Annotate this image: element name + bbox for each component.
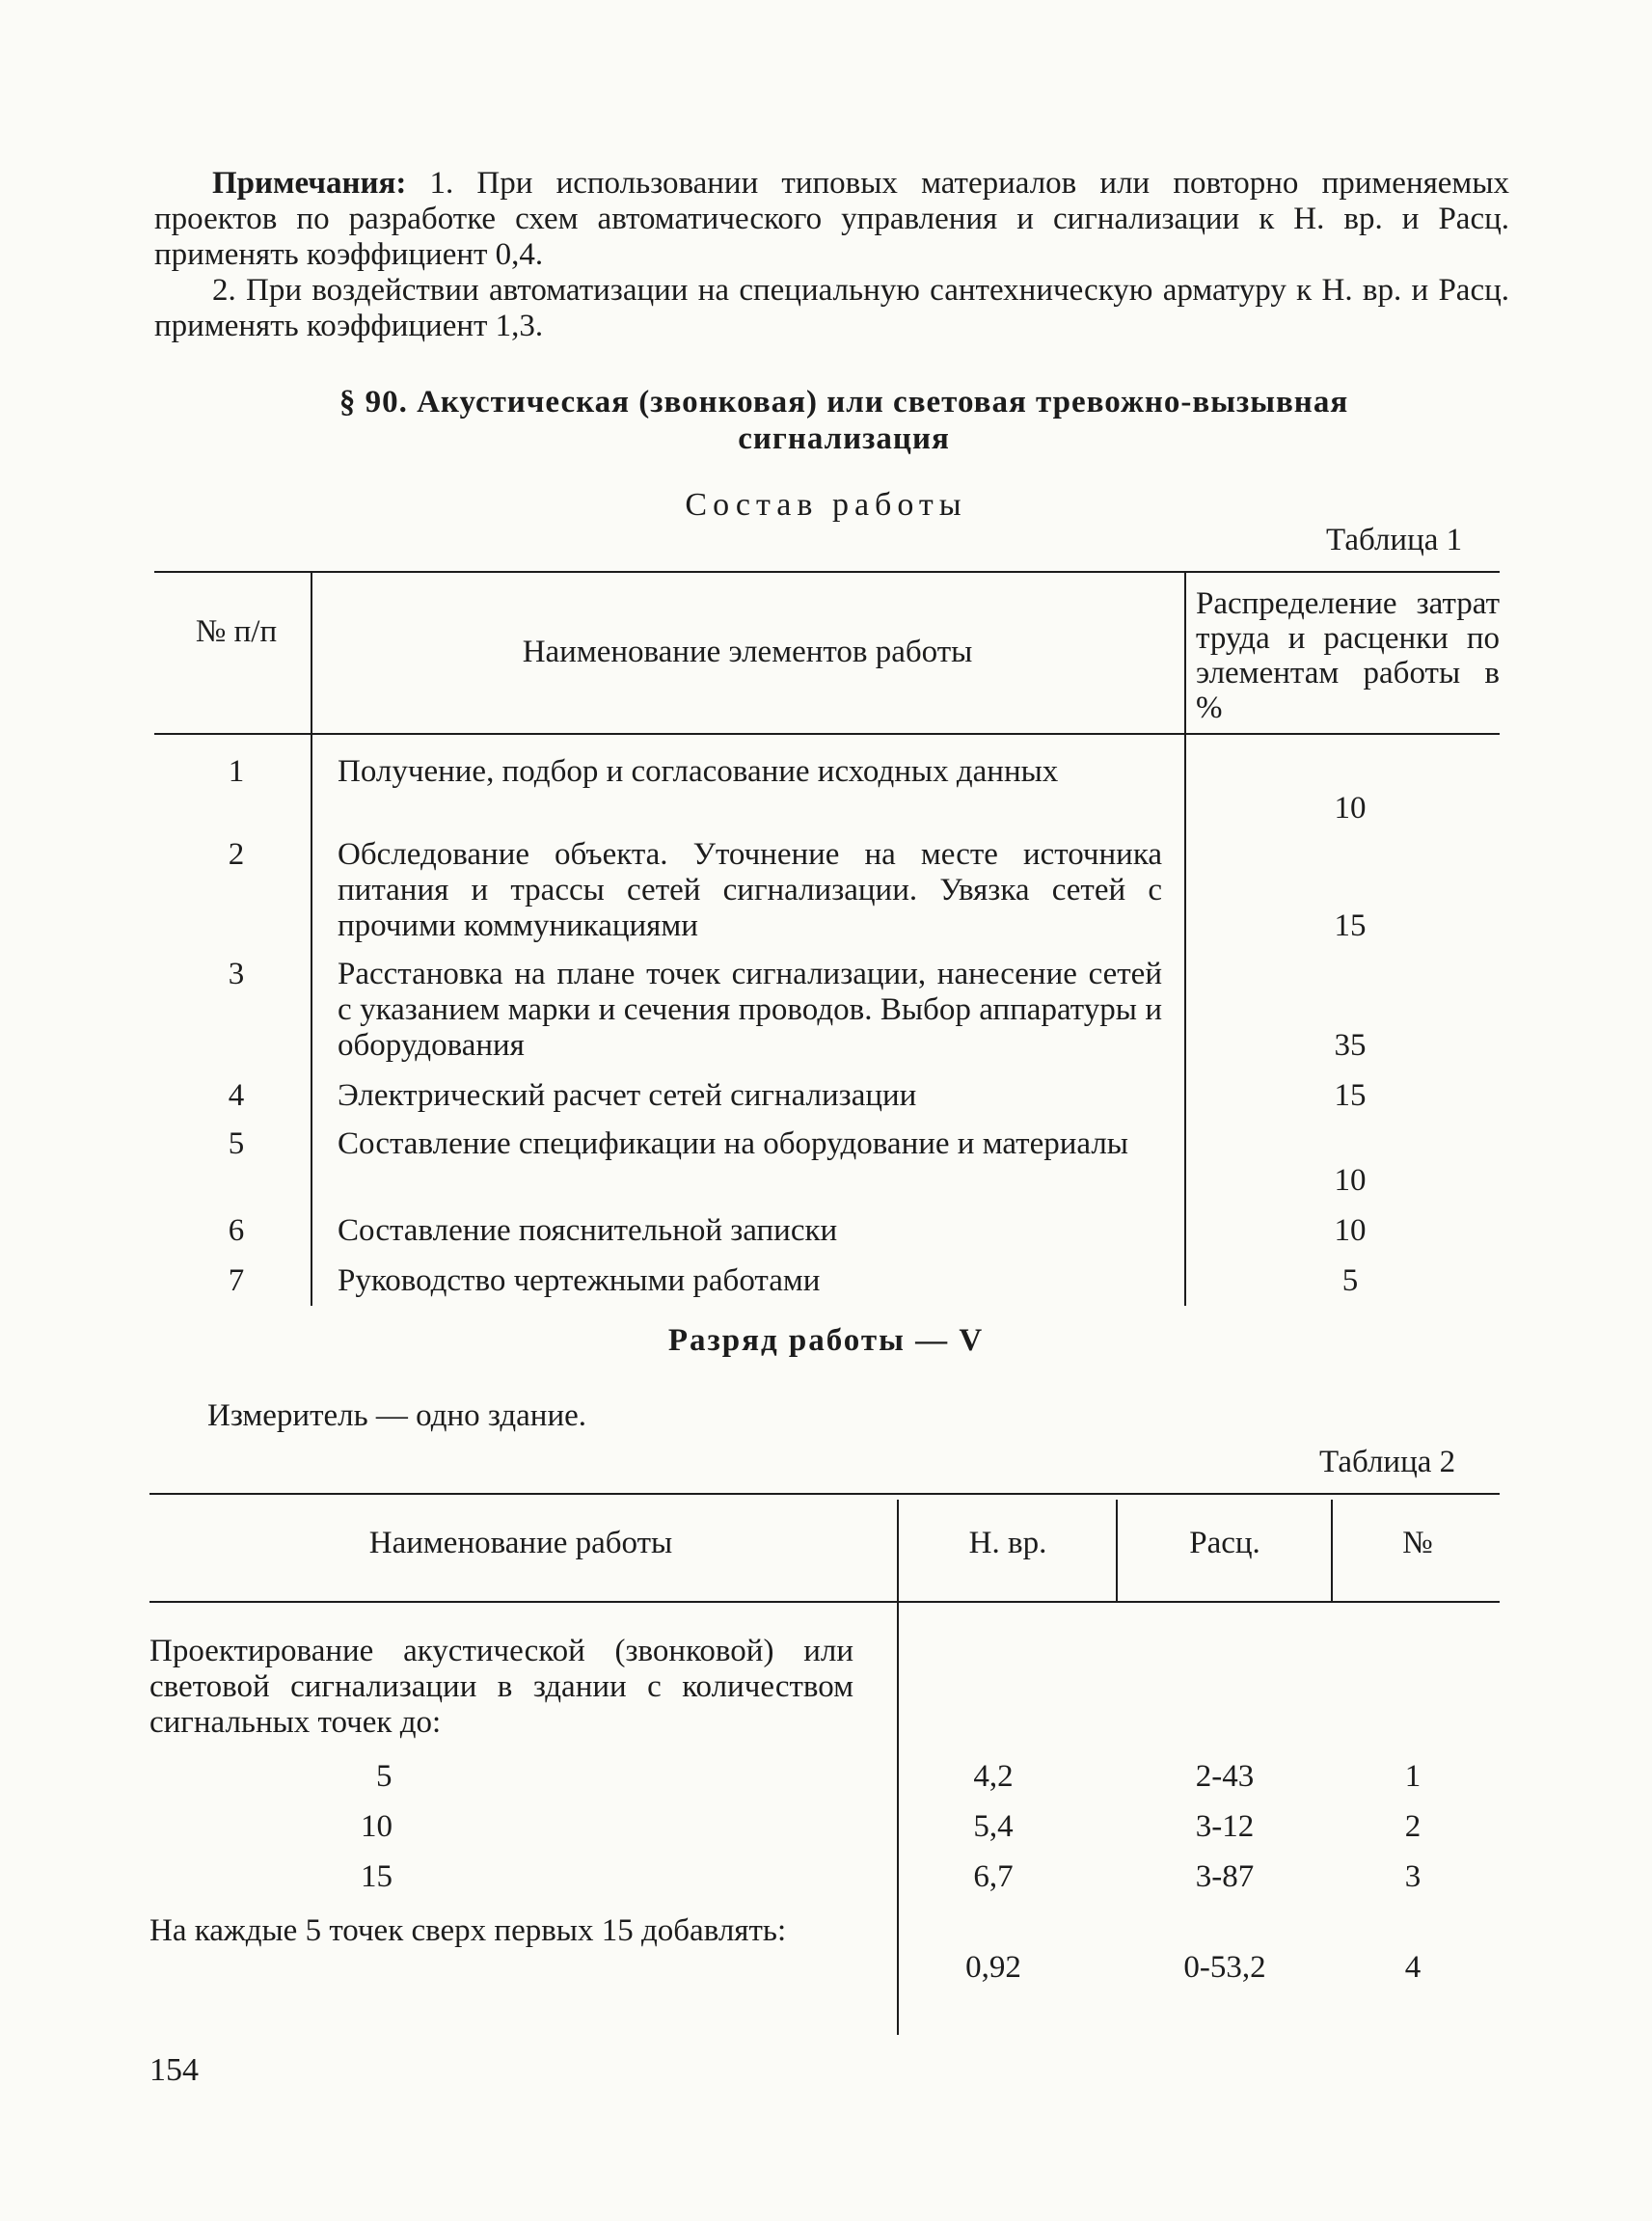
table1-row-num: 2 [228,837,245,872]
note-1-text: 1. При использовании типовых материалов или повторно применяемых проектов по разработке схем автоматического управления и сигнализации к Н. вр. и Расц. применять коэффициент 0,4. [154,166,1509,272]
table2-row-hours: 5,4 [973,1809,1014,1844]
table1-label: Таблица 1 [1326,523,1463,557]
table1-row-share: 15 [1334,908,1367,943]
table1-row-share: 10 [1334,1213,1367,1248]
measure-unit: Измеритель — одно здание. [207,1398,587,1433]
table1-row-name: Электрический расчет сетей сигнализации [338,1078,917,1113]
table1-row-name: Получение, подбор и согласование исходных данных [338,754,1059,789]
table2-row-name: На каждые 5 точек сверх первых 15 добавлять: [149,1913,787,1948]
table1-header-rule [154,733,1500,735]
table2-col-rule-1 [897,1500,899,2035]
heading-line-2: сигнализация [738,421,950,456]
table1-row-share: 35 [1334,1028,1367,1063]
table1-row-share: 10 [1334,1163,1367,1198]
table1-row-num: 4 [228,1078,245,1113]
table2-row-num: 1 [1404,1759,1422,1794]
table2-row-name: 10 [361,1809,393,1844]
table1-row-share: 5 [1341,1263,1359,1298]
table2-row-hours: 4,2 [973,1759,1014,1794]
table2-header-price: Расц. [1189,1526,1260,1560]
table2-row-hours: 6,7 [973,1859,1014,1894]
table1-col-rule-2 [1184,573,1186,1306]
table1-row-name: Обследование объекта. Уточнение на месте источника питания и трассы сетей сигнализации. Увязка сетей с прочими коммуникациями [338,837,1162,943]
table1-row-name: Расстановка на плане точек сигнализации, нанесение сетей с указанием марки и сечения проводов. Выбор аппаратуры и оборудования [338,957,1162,1063]
table1-row-num: 1 [228,754,245,789]
table2-col-rule-2 [1116,1500,1118,1601]
table1-col-rule-1 [311,573,312,1306]
table1-row-share: 15 [1334,1078,1367,1113]
table2-row-price: 2-43 [1195,1759,1255,1794]
notes-label: Примечания: [212,166,407,201]
table2-row-price: 3-12 [1195,1809,1255,1844]
table2-header-rule [149,1601,1500,1603]
heading-line-1: § 90. Акустическая (звонковая) или световая тревожно-вызывная [339,385,1349,420]
table1-header-num: № п/п [195,614,278,649]
table2-header-name: Наименование работы [368,1526,673,1560]
table1-row-name: Составление спецификации на оборудование и материалы [338,1126,1128,1161]
table2-row-name: 15 [361,1859,393,1894]
table1-row-share: 10 [1334,791,1367,826]
table1-row-name: Руководство чертежными работами [338,1263,821,1298]
work-grade: Разряд работы — V [667,1323,985,1358]
table2-row-num: 2 [1404,1809,1422,1844]
table2-header-hours: Н. вр. [968,1526,1047,1560]
table1-row-name: Составление пояснительной записки [338,1213,838,1248]
table1-header-name: Наименование элементов работы [522,635,973,669]
table1-row-num: 7 [228,1263,245,1298]
table2-row-price: 0-53,2 [1183,1950,1266,1985]
notes-block [154,166,1509,344]
table2-label: Таблица 2 [1319,1445,1456,1479]
table1-row-num: 6 [228,1213,245,1248]
table2-row-num: 3 [1404,1859,1422,1894]
page-number: 154 [149,2052,199,2088]
table2-intro: Проектирование акустической (звонковой) или световой сигнализации в здании с количеством сигнальных точек до: [149,1634,853,1740]
table1-row-num: 5 [228,1126,245,1161]
table2-row-price: 3-87 [1195,1859,1255,1894]
table1-header-share: Распределение затрат труда и расценки по элементам работы в % [1196,586,1500,725]
table2-row-hours: 0,92 [965,1950,1021,1985]
note-2: 2. При воздействии автоматизации на специальную сантехническую арматуру к Н. вр. и Расц. применять коэффициент 1,3. [154,273,1509,343]
table1-top-rule [154,571,1500,573]
section-heading [174,384,1514,457]
table2-row-num: 4 [1404,1950,1422,1985]
table2-row-name: 5 [376,1759,393,1794]
table2-header-num: № [1402,1526,1433,1560]
table1-row-num: 3 [228,957,245,991]
note-1 [154,166,1509,273]
section-subtitle: Состав работы [685,487,967,523]
table2-top-rule [149,1493,1500,1495]
table2-col-rule-3 [1331,1500,1333,1601]
